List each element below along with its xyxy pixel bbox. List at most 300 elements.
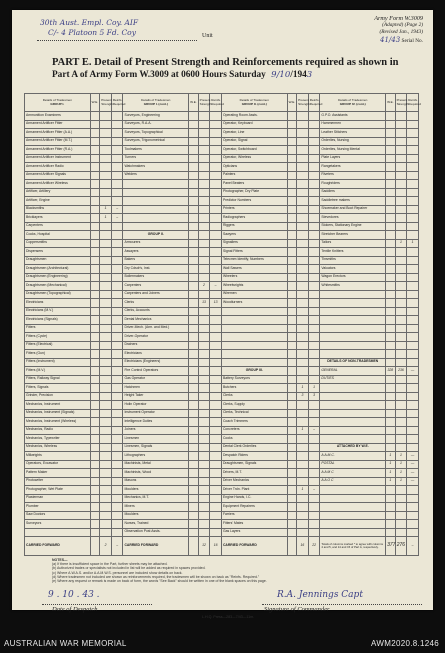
- strength-cell[interactable]: [100, 367, 112, 376]
- reinf-cell[interactable]: [210, 494, 222, 503]
- we-cell[interactable]: [90, 333, 100, 342]
- strength-cell[interactable]: [395, 171, 407, 180]
- strength-cell[interactable]: [100, 146, 112, 155]
- we-cell[interactable]: [287, 418, 297, 427]
- reinf-cell[interactable]: [111, 477, 123, 486]
- strength-cell[interactable]: [198, 384, 210, 393]
- strength-cell[interactable]: [198, 350, 210, 359]
- strength-cell[interactable]: [395, 205, 407, 214]
- we-cell[interactable]: [287, 401, 297, 410]
- reinf-cell[interactable]: [111, 494, 123, 503]
- we-cell[interactable]: [189, 333, 199, 342]
- we-cell[interactable]: [189, 290, 199, 299]
- reinf-cell[interactable]: [407, 171, 419, 180]
- reinf-cell[interactable]: [407, 137, 419, 146]
- strength-cell[interactable]: 3: [297, 392, 309, 401]
- strength-cell[interactable]: [297, 358, 309, 367]
- strength-cell[interactable]: [395, 273, 407, 282]
- we-cell[interactable]: [189, 426, 199, 435]
- strength-cell[interactable]: 1: [297, 486, 309, 495]
- strength-cell[interactable]: [395, 392, 407, 401]
- strength-cell[interactable]: [395, 146, 407, 155]
- we-cell[interactable]: [189, 367, 199, 376]
- we-cell[interactable]: [287, 333, 297, 342]
- we-cell[interactable]: [287, 222, 297, 231]
- strength-cell[interactable]: [198, 171, 210, 180]
- reinf-cell[interactable]: [210, 503, 222, 512]
- we-cell[interactable]: [287, 435, 297, 444]
- strength-cell[interactable]: [198, 197, 210, 206]
- reinf-cell[interactable]: [407, 528, 419, 537]
- strength-cell[interactable]: [395, 486, 407, 495]
- strength-cell[interactable]: [100, 486, 112, 495]
- reinf-cell[interactable]: [407, 256, 419, 265]
- we-cell[interactable]: [386, 248, 396, 257]
- we-cell[interactable]: [189, 460, 199, 469]
- reinf-cell[interactable]: [407, 307, 419, 316]
- strength-cell[interactable]: [198, 163, 210, 172]
- strength-cell[interactable]: [297, 341, 309, 350]
- we-cell[interactable]: [287, 350, 297, 359]
- strength-cell[interactable]: [297, 494, 309, 503]
- strength-cell[interactable]: 236: [395, 367, 407, 376]
- reinf-cell[interactable]: [308, 188, 320, 197]
- we-cell[interactable]: [90, 443, 100, 452]
- reinf-cell[interactable]: [111, 341, 123, 350]
- reinf-cell[interactable]: [210, 486, 222, 495]
- we-cell[interactable]: [90, 375, 100, 384]
- strength-cell[interactable]: [395, 154, 407, 163]
- strength-cell[interactable]: [198, 503, 210, 512]
- we-cell[interactable]: [287, 137, 297, 146]
- reinf-cell[interactable]: [111, 452, 123, 461]
- strength-cell[interactable]: [297, 418, 309, 427]
- we-cell[interactable]: [287, 520, 297, 529]
- strength-cell[interactable]: [395, 197, 407, 206]
- strength-cell[interactable]: [297, 324, 309, 333]
- reinf-cell[interactable]: [308, 239, 320, 248]
- reinf-cell[interactable]: [308, 205, 320, 214]
- strength-cell[interactable]: 1: [395, 460, 407, 469]
- reinf-cell[interactable]: [210, 222, 222, 231]
- reinf-cell[interactable]: [210, 273, 222, 282]
- reinf-cell[interactable]: [111, 197, 123, 206]
- we-cell[interactable]: [386, 358, 396, 367]
- strength-cell[interactable]: [100, 324, 112, 333]
- strength-cell[interactable]: [395, 520, 407, 529]
- strength-cell[interactable]: [395, 120, 407, 129]
- we-cell[interactable]: [287, 392, 297, 401]
- reinf-cell[interactable]: [210, 248, 222, 257]
- strength-cell[interactable]: [198, 520, 210, 529]
- reinf-cell[interactable]: [210, 358, 222, 367]
- we-cell[interactable]: [189, 256, 199, 265]
- reinf-cell[interactable]: [308, 520, 320, 529]
- we-cell[interactable]: [90, 460, 100, 469]
- we-cell[interactable]: [189, 137, 199, 146]
- reinf-cell[interactable]: [407, 503, 419, 512]
- we-cell[interactable]: [287, 299, 297, 308]
- strength-cell[interactable]: [198, 307, 210, 316]
- we-cell[interactable]: [386, 222, 396, 231]
- strength-cell[interactable]: [297, 171, 309, 180]
- strength-cell[interactable]: [100, 290, 112, 299]
- strength-cell[interactable]: [297, 265, 309, 274]
- we-cell[interactable]: [386, 129, 396, 138]
- reinf-cell[interactable]: [308, 256, 320, 265]
- we-cell[interactable]: [90, 409, 100, 418]
- we-cell[interactable]: [90, 120, 100, 129]
- we-cell[interactable]: [287, 452, 297, 461]
- strength-cell[interactable]: [100, 469, 112, 478]
- we-cell[interactable]: [90, 392, 100, 401]
- reinf-cell[interactable]: [111, 367, 123, 376]
- strength-cell[interactable]: [297, 443, 309, 452]
- strength-cell[interactable]: [198, 120, 210, 129]
- strength-cell[interactable]: [100, 171, 112, 180]
- we-cell[interactable]: [189, 409, 199, 418]
- strength-cell[interactable]: [100, 180, 112, 189]
- reinf-cell[interactable]: [111, 435, 123, 444]
- strength-cell[interactable]: [297, 503, 309, 512]
- we-cell[interactable]: [189, 435, 199, 444]
- we-cell[interactable]: [90, 197, 100, 206]
- we-cell[interactable]: [386, 307, 396, 316]
- strength-cell[interactable]: [297, 409, 309, 418]
- strength-cell[interactable]: [100, 197, 112, 206]
- strength-cell[interactable]: [297, 528, 309, 537]
- strength-cell[interactable]: [198, 290, 210, 299]
- strength-cell[interactable]: [198, 146, 210, 155]
- we-cell[interactable]: [287, 129, 297, 138]
- strength-cell[interactable]: [297, 316, 309, 325]
- we-cell[interactable]: [189, 503, 199, 512]
- strength-cell[interactable]: [395, 180, 407, 189]
- we-cell[interactable]: [189, 494, 199, 503]
- reinf-cell[interactable]: [210, 350, 222, 359]
- reinf-cell[interactable]: [308, 171, 320, 180]
- reinf-cell[interactable]: [407, 129, 419, 138]
- we-cell[interactable]: [287, 494, 297, 503]
- reinf-cell[interactable]: [210, 188, 222, 197]
- we-cell[interactable]: [287, 273, 297, 282]
- reinf-cell[interactable]: [407, 222, 419, 231]
- strength-cell[interactable]: [100, 392, 112, 401]
- reinf-cell[interactable]: [308, 469, 320, 478]
- we-cell[interactable]: [90, 163, 100, 172]
- reinf-cell[interactable]: [308, 511, 320, 520]
- we-cell[interactable]: [90, 214, 100, 223]
- strength-cell[interactable]: [198, 477, 210, 486]
- reinf-cell[interactable]: [407, 324, 419, 333]
- we-cell[interactable]: [287, 265, 297, 274]
- we-cell[interactable]: [189, 180, 199, 189]
- strength-cell[interactable]: [100, 384, 112, 393]
- reinf-cell[interactable]: [111, 520, 123, 529]
- reinf-cell[interactable]: [111, 358, 123, 367]
- reinf-cell[interactable]: [308, 503, 320, 512]
- we-cell[interactable]: [386, 341, 396, 350]
- we-cell[interactable]: [386, 503, 396, 512]
- we-cell[interactable]: [287, 409, 297, 418]
- reinf-cell[interactable]: [111, 384, 123, 393]
- reinf-cell[interactable]: [407, 426, 419, 435]
- strength-cell[interactable]: [100, 528, 112, 537]
- we-cell[interactable]: [287, 197, 297, 206]
- we-cell[interactable]: [386, 316, 396, 325]
- strength-cell[interactable]: [297, 520, 309, 529]
- strength-cell[interactable]: [100, 401, 112, 410]
- we-cell[interactable]: [386, 163, 396, 172]
- reinf-cell[interactable]: [111, 222, 123, 231]
- strength-cell[interactable]: [395, 248, 407, 257]
- reinf-cell[interactable]: [111, 307, 123, 316]
- reinf-cell[interactable]: [210, 520, 222, 529]
- strength-cell[interactable]: [395, 231, 407, 240]
- strength-cell[interactable]: [100, 129, 112, 138]
- strength-cell[interactable]: [100, 307, 112, 316]
- strength-cell[interactable]: [100, 341, 112, 350]
- strength-cell[interactable]: [198, 231, 210, 240]
- reinf-cell[interactable]: [308, 358, 320, 367]
- reinf-cell[interactable]: [308, 324, 320, 333]
- we-cell[interactable]: [287, 316, 297, 325]
- strength-cell[interactable]: [297, 137, 309, 146]
- strength-cell[interactable]: [297, 154, 309, 163]
- strength-cell[interactable]: [395, 333, 407, 342]
- we-cell[interactable]: [287, 426, 297, 435]
- strength-cell[interactable]: [100, 163, 112, 172]
- reinf-cell[interactable]: [210, 129, 222, 138]
- reinf-cell[interactable]: [407, 358, 419, 367]
- reinf-cell[interactable]: [210, 528, 222, 537]
- we-cell[interactable]: [287, 188, 297, 197]
- we-cell[interactable]: [287, 205, 297, 214]
- reinf-cell[interactable]: [308, 401, 320, 410]
- we-cell[interactable]: [90, 171, 100, 180]
- reinf-cell[interactable]: —: [407, 477, 419, 486]
- we-cell[interactable]: [90, 282, 100, 291]
- strength-cell[interactable]: [297, 256, 309, 265]
- reinf-cell[interactable]: [407, 188, 419, 197]
- we-cell[interactable]: [189, 231, 199, 240]
- strength-cell[interactable]: 1: [100, 205, 112, 214]
- strength-cell[interactable]: [198, 443, 210, 452]
- reinf-cell[interactable]: [308, 409, 320, 418]
- reinf-cell[interactable]: [407, 520, 419, 529]
- we-cell[interactable]: [287, 239, 297, 248]
- we-cell[interactable]: [287, 528, 297, 537]
- we-cell[interactable]: [386, 239, 396, 248]
- reinf-cell[interactable]: [111, 469, 123, 478]
- we-cell[interactable]: [189, 418, 199, 427]
- we-cell[interactable]: [287, 282, 297, 291]
- strength-cell[interactable]: [100, 137, 112, 146]
- reinf-cell[interactable]: [111, 129, 123, 138]
- we-cell[interactable]: [90, 358, 100, 367]
- we-cell[interactable]: [189, 171, 199, 180]
- strength-cell[interactable]: [100, 435, 112, 444]
- we-cell[interactable]: [287, 231, 297, 240]
- reinf-cell[interactable]: [210, 443, 222, 452]
- reinf-cell[interactable]: [308, 452, 320, 461]
- strength-cell[interactable]: [100, 333, 112, 342]
- strength-cell[interactable]: 1: [395, 239, 407, 248]
- strength-cell[interactable]: [198, 486, 210, 495]
- reinf-cell[interactable]: [111, 163, 123, 172]
- reinf-cell[interactable]: [308, 435, 320, 444]
- we-cell[interactable]: [287, 180, 297, 189]
- we-cell[interactable]: [90, 273, 100, 282]
- we-cell[interactable]: [90, 469, 100, 478]
- strength-cell[interactable]: [198, 358, 210, 367]
- reinf-cell[interactable]: [111, 324, 123, 333]
- we-cell[interactable]: [287, 248, 297, 257]
- we-cell[interactable]: [189, 222, 199, 231]
- strength-cell[interactable]: [100, 265, 112, 274]
- we-cell[interactable]: [386, 265, 396, 274]
- strength-cell[interactable]: [395, 528, 407, 537]
- strength-cell[interactable]: [100, 154, 112, 163]
- we-cell[interactable]: 1: [386, 477, 396, 486]
- we-cell[interactable]: [386, 171, 396, 180]
- reinf-cell[interactable]: [210, 205, 222, 214]
- reinf-cell[interactable]: [210, 333, 222, 342]
- strength-cell[interactable]: [297, 188, 309, 197]
- we-cell[interactable]: [287, 375, 297, 384]
- reinf-cell[interactable]: [111, 401, 123, 410]
- reinf-cell[interactable]: —: [407, 452, 419, 461]
- we-cell[interactable]: [386, 392, 396, 401]
- we-cell[interactable]: [90, 324, 100, 333]
- we-cell[interactable]: [287, 503, 297, 512]
- strength-cell[interactable]: [100, 443, 112, 452]
- reinf-cell[interactable]: [210, 154, 222, 163]
- strength-cell[interactable]: [297, 460, 309, 469]
- we-cell[interactable]: [189, 146, 199, 155]
- strength-cell[interactable]: [395, 350, 407, 359]
- reinf-cell[interactable]: [111, 290, 123, 299]
- strength-cell[interactable]: [297, 231, 309, 240]
- reinf-cell[interactable]: [407, 112, 419, 121]
- reinf-cell[interactable]: [407, 418, 419, 427]
- we-cell[interactable]: [90, 188, 100, 197]
- we-cell[interactable]: [386, 154, 396, 163]
- strength-cell[interactable]: [297, 120, 309, 129]
- reinf-cell[interactable]: [210, 239, 222, 248]
- strength-cell[interactable]: [198, 511, 210, 520]
- strength-cell[interactable]: [198, 239, 210, 248]
- we-cell[interactable]: [386, 290, 396, 299]
- reinf-cell[interactable]: –: [111, 205, 123, 214]
- reinf-cell[interactable]: [111, 460, 123, 469]
- reinf-cell[interactable]: [210, 341, 222, 350]
- reinf-cell[interactable]: [407, 231, 419, 240]
- reinf-cell[interactable]: [308, 333, 320, 342]
- reinf-cell[interactable]: [111, 426, 123, 435]
- we-cell[interactable]: [287, 256, 297, 265]
- reinf-cell[interactable]: [308, 222, 320, 231]
- strength-cell[interactable]: [198, 426, 210, 435]
- reinf-cell[interactable]: [111, 248, 123, 257]
- reinf-cell[interactable]: [210, 290, 222, 299]
- strength-cell[interactable]: [395, 511, 407, 520]
- we-cell[interactable]: [90, 112, 100, 121]
- strength-cell[interactable]: [100, 503, 112, 512]
- reinf-cell[interactable]: 3: [308, 392, 320, 401]
- reinf-cell[interactable]: [210, 197, 222, 206]
- strength-cell[interactable]: [395, 299, 407, 308]
- we-cell[interactable]: [90, 180, 100, 189]
- we-cell[interactable]: [386, 231, 396, 240]
- we-cell[interactable]: [189, 248, 199, 257]
- reinf-cell[interactable]: [111, 154, 123, 163]
- strength-cell[interactable]: [198, 265, 210, 274]
- strength-cell[interactable]: [395, 358, 407, 367]
- we-cell[interactable]: [189, 299, 199, 308]
- strength-cell[interactable]: [297, 307, 309, 316]
- we-cell[interactable]: [189, 205, 199, 214]
- reinf-cell[interactable]: —: [407, 460, 419, 469]
- reinf-cell[interactable]: [308, 350, 320, 359]
- reinf-cell[interactable]: [210, 409, 222, 418]
- reinf-cell[interactable]: [111, 256, 123, 265]
- we-cell[interactable]: [386, 520, 396, 529]
- strength-cell[interactable]: [100, 358, 112, 367]
- strength-cell[interactable]: [395, 494, 407, 503]
- strength-cell[interactable]: [297, 401, 309, 410]
- we-cell[interactable]: [90, 205, 100, 214]
- strength-cell[interactable]: [395, 503, 407, 512]
- strength-cell[interactable]: [297, 205, 309, 214]
- strength-cell[interactable]: [198, 188, 210, 197]
- we-cell[interactable]: [287, 460, 297, 469]
- strength-cell[interactable]: [100, 452, 112, 461]
- reinf-cell[interactable]: [111, 333, 123, 342]
- strength-cell[interactable]: [100, 188, 112, 197]
- reinf-cell[interactable]: [308, 129, 320, 138]
- reinf-cell[interactable]: [308, 341, 320, 350]
- reinf-cell[interactable]: –: [210, 282, 222, 291]
- strength-cell[interactable]: [297, 367, 309, 376]
- reinf-cell[interactable]: [210, 137, 222, 146]
- strength-cell[interactable]: [198, 409, 210, 418]
- reinf-cell[interactable]: [407, 154, 419, 163]
- strength-cell[interactable]: [198, 205, 210, 214]
- reinf-cell[interactable]: [210, 265, 222, 274]
- we-cell[interactable]: [90, 307, 100, 316]
- reinf-cell[interactable]: [111, 120, 123, 129]
- we-cell[interactable]: [90, 367, 100, 376]
- reinf-cell[interactable]: –: [308, 426, 320, 435]
- strength-cell[interactable]: [198, 333, 210, 342]
- we-cell[interactable]: [189, 307, 199, 316]
- reinf-cell[interactable]: [407, 120, 419, 129]
- reinf-cell[interactable]: [111, 392, 123, 401]
- strength-cell[interactable]: [395, 341, 407, 350]
- reinf-cell[interactable]: –: [308, 486, 320, 495]
- strength-cell[interactable]: [100, 350, 112, 359]
- reinf-cell[interactable]: [407, 299, 419, 308]
- we-cell[interactable]: [90, 256, 100, 265]
- we-cell[interactable]: [287, 171, 297, 180]
- reinf-cell[interactable]: [111, 409, 123, 418]
- strength-cell[interactable]: [198, 367, 210, 376]
- strength-cell[interactable]: [395, 426, 407, 435]
- reinf-cell[interactable]: [210, 469, 222, 478]
- reinf-cell[interactable]: —: [407, 367, 419, 376]
- strength-cell[interactable]: [100, 248, 112, 257]
